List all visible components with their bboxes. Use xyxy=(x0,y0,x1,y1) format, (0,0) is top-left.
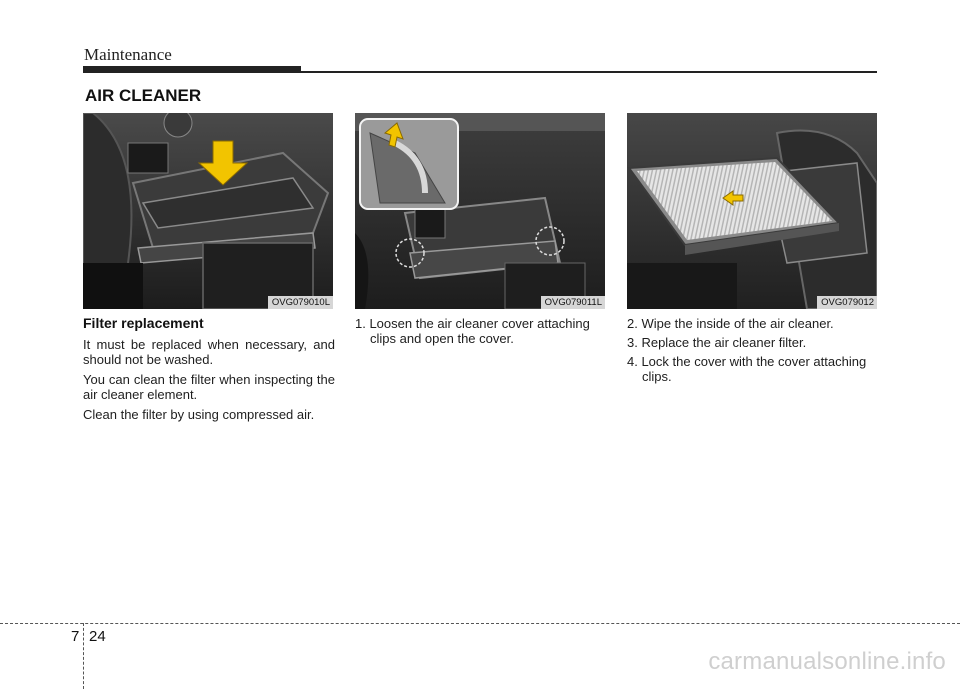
section-header: Maintenance xyxy=(84,45,172,64)
step-item: 1. Loosen the air cleaner cover attaching clips and open the cover. xyxy=(355,316,590,346)
air-cleaner-filter-illustration xyxy=(627,113,877,309)
photo-code: OVG079012 xyxy=(817,296,877,309)
page-title: AIR CLEANER xyxy=(85,86,202,105)
header-rule xyxy=(301,71,877,73)
page-number: 24 xyxy=(89,628,106,645)
air-cleaner-clips-illustration xyxy=(355,113,605,309)
paragraph: It must be replaced when necessary, and should not be washed. xyxy=(83,337,335,367)
step-item: 4. Lock the cover with the cover attaching clips. xyxy=(627,354,867,384)
header-bar xyxy=(83,66,301,73)
photo-code: OVG079011L xyxy=(541,296,605,309)
photo-air-cleaner-housing xyxy=(83,113,333,309)
chapter-number: 7 xyxy=(71,628,80,645)
photo-air-cleaner-filter xyxy=(627,113,877,309)
right-column xyxy=(627,316,879,388)
photo-code: OVG079010L xyxy=(268,296,333,309)
air-cleaner-housing-illustration xyxy=(83,113,333,309)
middle-column xyxy=(355,316,607,350)
paragraph: Clean the filter by using compressed air. xyxy=(83,407,315,422)
step-item: 2. Wipe the inside of the air cleaner. xyxy=(627,316,834,331)
footer-divider xyxy=(0,623,960,624)
paragraph: You can clean the filter when inspecting the air cleaner element. xyxy=(83,372,335,402)
step-item: 3. Replace the air cleaner filter. xyxy=(627,335,807,350)
footer-vertical-divider xyxy=(83,623,84,689)
photo-air-cleaner-clips xyxy=(355,113,605,309)
subheading-filter-replacement: Filter replacement xyxy=(83,315,204,331)
watermark: carmanualsonline.info xyxy=(708,648,946,675)
left-column xyxy=(83,316,335,427)
